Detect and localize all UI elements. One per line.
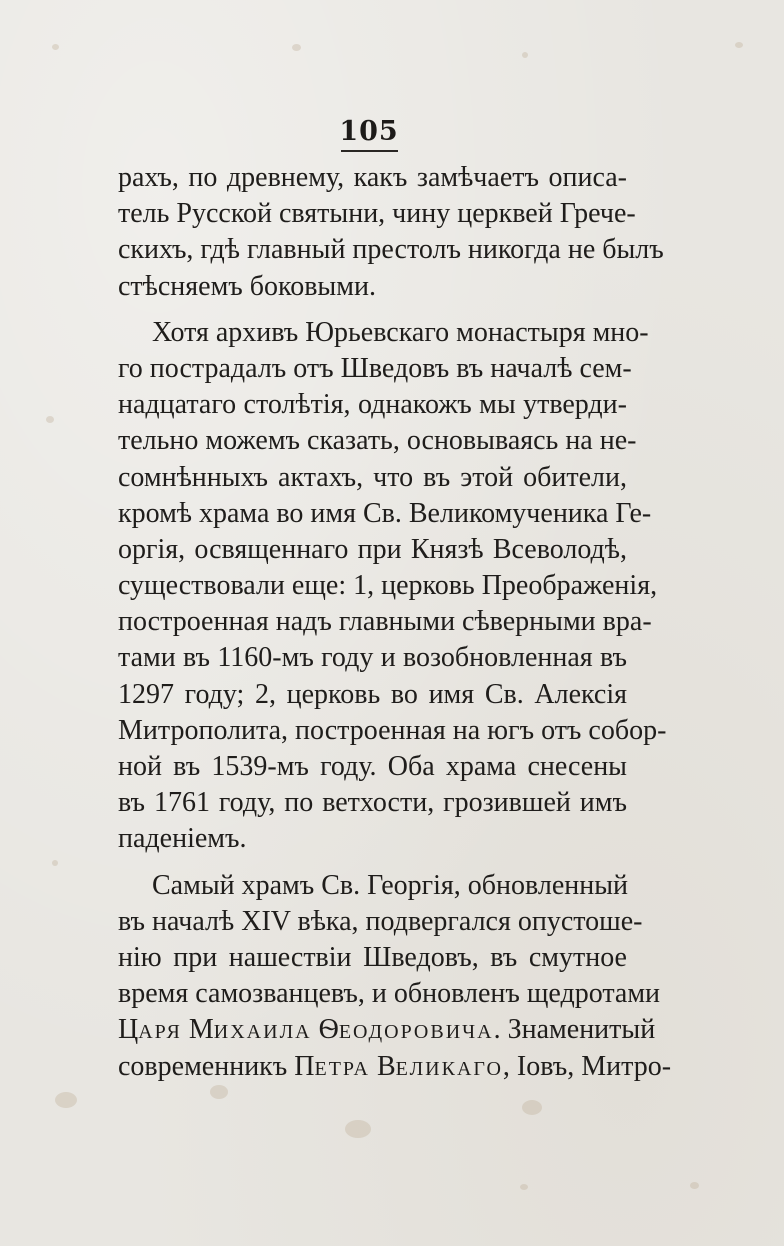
text-line: скихъ, гдѣ главный престолъ никогда не былъ	[118, 234, 664, 266]
paper-speck	[292, 44, 301, 51]
paper-speck	[520, 1184, 528, 1190]
text-line: кромѣ храма во имя Св. Великомученика Ге-	[118, 497, 652, 529]
text-line: тами въ 1160-мъ году и возобновленная въ	[118, 642, 627, 674]
small-caps-word: ЕТРА	[314, 1057, 370, 1080]
paper-speck	[690, 1182, 699, 1189]
text-fragment: современникъ	[118, 1050, 295, 1082]
text-line: въ началѣ XIV вѣка, подвергался опустоше-	[118, 905, 643, 937]
text-line: Хотя архивъ Юрьевскаго монастыря мно-	[152, 316, 649, 348]
text-line: ной въ 1539-мъ году. Оба храма снесены	[118, 751, 627, 782]
text-line: нію при нашествіи Шведовъ, въ смутное	[118, 941, 627, 973]
text-fragment: , Іовъ, Митро-	[502, 1050, 672, 1082]
paragraph-2	[118, 315, 667, 858]
text-line: въ 1761 году, по ветхости, грозившей имъ	[118, 787, 627, 819]
small-caps-initial: Ѳ	[318, 1014, 339, 1046]
text-fragment: . Знаменитый	[493, 1014, 656, 1046]
paper-speck	[210, 1085, 228, 1099]
paper-speck	[52, 860, 58, 866]
text-line-small-caps	[118, 1012, 656, 1048]
text-line: тель Русской святыни, чину церквей Грече-	[118, 198, 636, 230]
paragraph-3	[118, 868, 672, 1085]
text-line: го пострадалъ отъ Шведовъ въ началѣ сем-	[118, 352, 632, 384]
text-line-small-caps	[118, 1049, 672, 1085]
text-line: время самозванцевъ, и обновленъ щедротами	[118, 978, 661, 1010]
text-line: сомнѣнныхъ актахъ, что въ этой обители,	[118, 461, 627, 493]
paper-speck	[46, 416, 54, 423]
text-line: паденіемъ.	[118, 823, 247, 855]
text-line: стѣсняемъ боковыми.	[118, 270, 376, 302]
text-line: построенная надъ главными сѣверными вра-	[118, 606, 652, 638]
paragraph-gap	[118, 858, 627, 868]
page-number: 105	[339, 116, 399, 147]
small-caps-initial: Ц	[118, 1014, 139, 1046]
text-line: Самый храмъ Св. Георгія, обновленный	[152, 869, 629, 901]
small-caps-word: ИХАИЛА	[213, 1021, 312, 1044]
small-caps-initial: В	[376, 1050, 396, 1082]
small-caps-word: ЕОДОРОВИЧА	[338, 1021, 494, 1044]
text-line: тельно можемъ сказать, основываясь на не-	[118, 425, 637, 457]
text-line: Митрополита, построенная на югъ отъ собор-	[118, 714, 667, 746]
paragraph-1	[118, 160, 664, 305]
small-caps-word: АРЯ	[138, 1021, 182, 1044]
text-line: надцатаго столѣтія, однакожъ мы утверди-	[118, 389, 627, 421]
paper-speck	[52, 44, 59, 50]
paper-speck	[735, 42, 743, 48]
text-line: существовали еще: 1, церковь Преображенія,	[118, 570, 658, 602]
paper-speck	[55, 1092, 77, 1108]
small-caps-initial: П	[294, 1050, 315, 1082]
small-caps-initial: М	[188, 1014, 214, 1046]
small-caps-word: ЕЛИКАГО	[395, 1057, 503, 1080]
paragraph-gap	[118, 305, 627, 315]
text-line: оргія, освященнаго при Князѣ Всеволодѣ,	[118, 533, 627, 565]
body-text	[118, 160, 672, 1085]
paper-speck	[345, 1120, 371, 1138]
paper-speck	[522, 52, 528, 58]
page-number-underline	[341, 150, 398, 152]
text-line: 1297 году; 2, церковь во имя Св. Алексія	[118, 678, 627, 710]
text-line: рахъ, по древнему, какъ замѣчаетъ описа-	[118, 162, 627, 193]
paper-speck	[522, 1100, 542, 1115]
